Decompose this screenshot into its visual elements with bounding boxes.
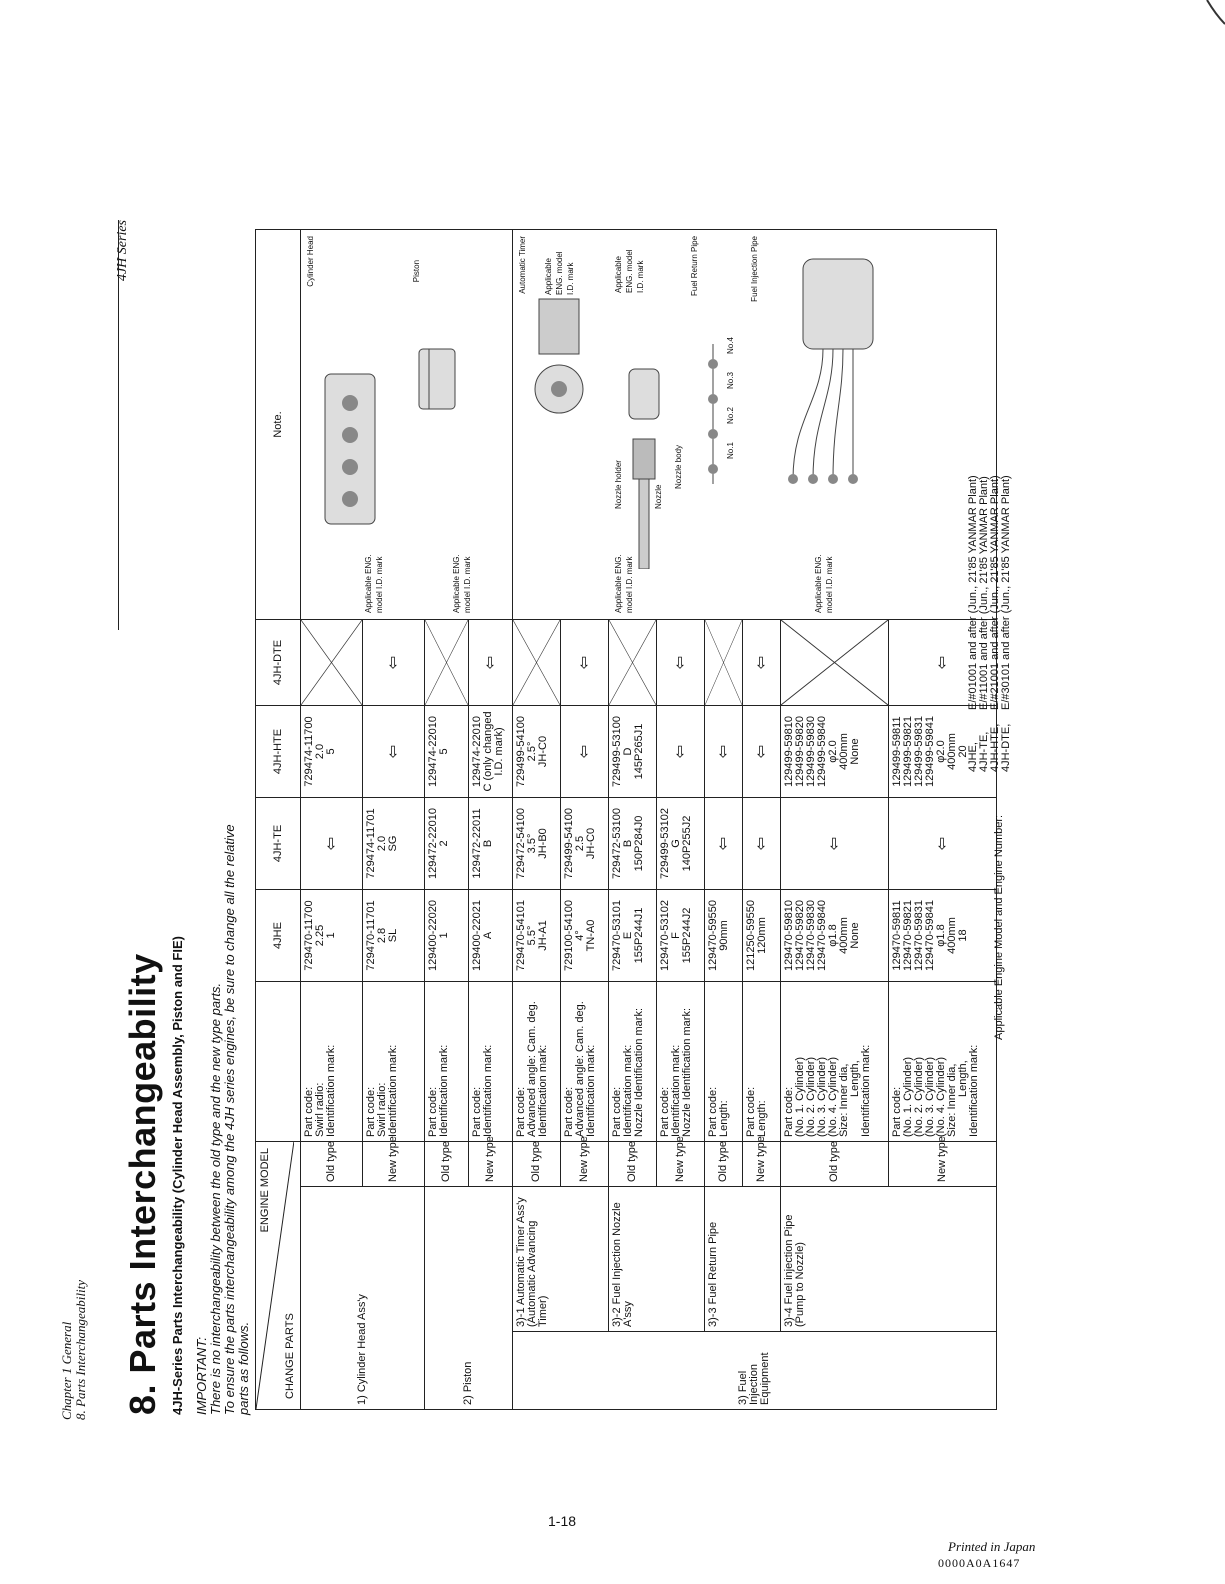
important-line1: There is no interchangeability between the old type and the new type parts. [208, 982, 223, 1415]
group-piston: 2) Piston [425, 1187, 513, 1410]
tim-old-4jhe [513, 889, 561, 981]
pis-old-labels [425, 981, 469, 1141]
value: 129470-59811 [891, 900, 903, 971]
value: 729474-11700 [303, 716, 315, 787]
applicable-number: E/#21001 and after (Jun., 21'85 YANMAR Plant) [989, 475, 1001, 710]
pipe-old-hte [781, 705, 889, 797]
value: 2.5° [526, 741, 538, 762]
tim-new-4jhe [561, 889, 609, 981]
same-arrow-icon: ⇦ [657, 705, 705, 797]
label: (No. 1. Cylinder) [794, 1056, 806, 1137]
auto-timer-caption: Automatic Timer [518, 235, 527, 294]
cyl-new-labels [363, 981, 425, 1141]
engine-model-header: ENGINE MODEL [259, 1147, 271, 1233]
series-label: 4JH Series [115, 220, 130, 282]
same-arrow-icon: ⇦ [469, 619, 513, 705]
same-arrow-icon: ⇦ [705, 705, 743, 797]
value: 145P265J1 [633, 723, 645, 780]
same-arrow-icon: ⇦ [657, 619, 705, 705]
printed-in-japan: Printed in Japan [948, 1539, 1036, 1554]
same-arrow-icon: ⇦ [743, 705, 781, 797]
important-line3: parts as follows. [236, 1321, 251, 1415]
group-nozzle: 3)-2 Fuel Injection Nozzle A'ssy [609, 1187, 705, 1332]
value: JH-B0 [537, 828, 549, 859]
new-type-label: New type [889, 1141, 997, 1186]
auto-timer-illustration [529, 289, 589, 429]
noz-new-4jhe [657, 889, 705, 981]
fuel-injection-caption: Fuel Injection Pipe [750, 235, 759, 302]
pis-old-te [425, 797, 469, 889]
label: Identification mark: [537, 1044, 549, 1137]
cyl-old-labels [301, 981, 363, 1141]
value: 729470-53101 [611, 900, 623, 971]
value: G [670, 839, 682, 848]
value: B [622, 839, 634, 848]
rotated-page [0, 200, 1012, 1420]
value: 129470-59841 [924, 900, 936, 971]
old-type-label: Old type [301, 1141, 363, 1186]
label: Part code: [659, 1086, 671, 1137]
engine-header-4jh-hte: 4JH-HTE [256, 705, 301, 797]
same-arrow-icon: ⇦ [889, 797, 997, 889]
value: 729499-54100 [563, 808, 575, 879]
value: 129472-22011 [471, 808, 483, 879]
value: 129499-59830 [805, 716, 817, 787]
not-applicable-cross [781, 619, 889, 705]
important-note [195, 824, 251, 1415]
no3-label: No.3 [726, 372, 735, 389]
tim-old-hte [513, 705, 561, 797]
noz-old-hte [609, 705, 657, 797]
ret-new-4jhe [743, 889, 781, 981]
label: Part code: [745, 1086, 757, 1137]
value: 2 [438, 840, 450, 847]
pis-old-4jhe [425, 889, 469, 981]
applicable-number: E/#11001 and after (Jun., 21'85 YANMAR Plant) [978, 476, 990, 710]
label: (No. 4. Cylinder) [935, 1056, 947, 1137]
group-return-pipe: 3)-3 Fuel Return Pipe [705, 1187, 781, 1332]
applicable-model: 4JH-HTE, [989, 723, 1001, 772]
value: 129472-22010 [427, 808, 439, 879]
value: E [622, 931, 634, 940]
not-applicable-cross [705, 619, 743, 705]
section-title: 8. Parts Interchangeability [73, 1280, 88, 1420]
same-arrow-icon: ⇦ [781, 797, 889, 889]
note-fuel-equipment [513, 229, 997, 619]
value: 129470-59810 [783, 900, 795, 971]
old-type-label: Old type [781, 1141, 889, 1186]
value: 129499-59831 [913, 716, 925, 787]
tim-new-labels [561, 981, 609, 1141]
label: (No. 3. Cylinder) [816, 1056, 828, 1137]
label: Identification mark: [387, 1044, 399, 1137]
cyl-old-hte [301, 705, 363, 797]
label: Size: Inner dia, [838, 1063, 850, 1137]
noz-new-te [657, 797, 705, 889]
tim-old-labels [513, 981, 561, 1141]
old-type-label: Old type [425, 1141, 469, 1186]
cylinder-head-illustration [315, 369, 385, 529]
group-injection-pipe: 3)-4 Fuel injection Pipe (Pump to Nozzle) [781, 1187, 997, 1332]
value: D [622, 747, 634, 756]
no4-label: No.4 [726, 337, 735, 354]
value: 129499-59820 [794, 716, 806, 787]
value: 129400-22021 [471, 900, 483, 971]
label: Advanced angle: Cam. deg. [526, 1001, 538, 1137]
pipe-old-4jhe [781, 889, 889, 981]
important-heading: IMPORTANT: [194, 1337, 209, 1415]
label: Part code: [303, 1086, 315, 1137]
tim-new-te [561, 797, 609, 889]
piston-caption: Piston [412, 259, 421, 283]
value: 120mm [756, 917, 768, 954]
ret-new-labels [743, 981, 781, 1141]
not-applicable-cross [513, 619, 561, 705]
no1-label: No.1 [726, 442, 735, 459]
label: (No. 2. Cylinder) [805, 1056, 817, 1137]
value: B [482, 839, 494, 848]
engine-header-4jh-te: 4JH-TE [256, 797, 301, 889]
label: Nozzle Identification mark: [681, 1007, 693, 1137]
label: Part code: [427, 1086, 439, 1137]
label: Part code: [611, 1086, 623, 1137]
label: Identification mark: [622, 1044, 634, 1137]
same-arrow-icon: ⇦ [561, 619, 609, 705]
label: Identification mark: [438, 1044, 450, 1137]
cyl-new-te [363, 797, 425, 889]
pis-old-hte [425, 705, 469, 797]
noz-old-labels [609, 981, 657, 1141]
value: JH-C0 [537, 735, 549, 768]
noz-new-labels [657, 981, 705, 1141]
engine-header-4jh-dte: 4JH-DTE [256, 619, 301, 705]
value: 729100-54100 [563, 900, 575, 971]
label: Part code: [783, 1086, 795, 1137]
value: 129470-59831 [913, 900, 925, 971]
value: 729472-54100 [515, 808, 527, 879]
header-diagonal [256, 1141, 301, 1409]
value: 729474-11701 [365, 808, 377, 879]
value: JH-A1 [537, 920, 549, 951]
applicable-caption: Applicable ENG. model I.D. mark [614, 249, 645, 293]
noz-old-4jhe [609, 889, 657, 981]
applicable-models [968, 724, 1012, 772]
value: φ2.0 [935, 740, 947, 763]
pipe-new-labels [889, 981, 997, 1141]
label: Part code: [471, 1086, 483, 1137]
not-applicable-cross [425, 619, 469, 705]
applicable-numbers [968, 475, 1012, 710]
applicable-caption: Applicable ENG. model I.D. mark [814, 554, 834, 613]
document-code: 0000A0A1647 [938, 1556, 1021, 1570]
applicable-label: Applicable Engine Model and Engine Number: [993, 814, 1005, 1040]
label: Part code: [563, 1086, 575, 1137]
value: 129499-59821 [902, 716, 914, 787]
not-applicable-cross [301, 619, 363, 705]
note-header: Note. [256, 229, 301, 619]
value: 400mm [838, 733, 850, 770]
value: φ2.0 [827, 740, 839, 763]
note-cylinder-piston [301, 229, 513, 619]
value: 729499-54100 [515, 716, 527, 787]
value: 729470-11701 [365, 900, 377, 971]
value: 129470-53102 [659, 900, 671, 971]
label: Part code: [891, 1086, 903, 1137]
value: 729470-11700 [303, 900, 315, 971]
same-arrow-icon: ⇦ [561, 705, 609, 797]
label: Length: [718, 1100, 730, 1137]
value: SL [387, 928, 399, 943]
applicable-caption: Applicable ENG. model I.D. mark [614, 554, 634, 613]
value: 129499-59810 [783, 716, 795, 787]
value: 2.5 [574, 835, 586, 852]
nozzle-holder-caption: Nozzle holder [614, 460, 623, 509]
value: 729499-53100 [611, 716, 623, 787]
group-auto-timer: 3)-1 Automatic Timer Ass'y (Automatic Advancing Timer) [513, 1187, 609, 1332]
applicable-model: 4JH-TE, [978, 731, 990, 772]
new-type-label: New type [561, 1141, 609, 1186]
noz-old-te [609, 797, 657, 889]
cyl-old-4jhe [301, 889, 363, 981]
label: Identification mark: [482, 1044, 494, 1137]
value: 2.0 [376, 835, 388, 852]
value: 5 [438, 748, 450, 755]
value: 729472-53100 [611, 808, 623, 879]
pipe-new-4jhe [889, 889, 997, 981]
label: Size: Inner dia, [946, 1063, 958, 1137]
value: 18 [957, 929, 969, 942]
subtitle: 4JH-Series Parts Interchangeability (Cylinder Head Assembly, Piston and FIE) [170, 936, 185, 1415]
value: 129474-22010 [471, 716, 483, 787]
value: F [670, 932, 682, 939]
nozzle-body-caption: Nozzle body [674, 444, 683, 489]
engine-header-4jhe: 4JHE [256, 889, 301, 981]
value: I.D. mark) [493, 727, 505, 776]
tim-old-te [513, 797, 561, 889]
value: 400mm [946, 733, 958, 770]
value: 129470-59840 [816, 900, 828, 971]
applicable-caption: Applicable ENG. model I.D. mark [452, 554, 472, 613]
value: 400mm [946, 917, 958, 954]
value: 400mm [838, 917, 850, 954]
label: Part code: [707, 1086, 719, 1137]
label: Identification mark: [968, 1044, 980, 1137]
label: (No. 4. Cylinder) [827, 1056, 839, 1137]
applicable-number: E/#30101 and after (Jun., 21'85 YANMAR Plant) [1000, 475, 1012, 710]
same-arrow-icon: ⇦ [743, 619, 781, 705]
blank-header [256, 981, 301, 1141]
value: 129470-59830 [805, 900, 817, 971]
same-arrow-icon: ⇦ [363, 619, 425, 705]
label: Part code: [515, 1086, 527, 1137]
value: 2.0 [314, 743, 326, 760]
value: 129470-59821 [902, 900, 914, 971]
value: 150P284J0 [633, 815, 645, 872]
change-parts-header: CHANGE PARTS [284, 1313, 296, 1399]
label: (No. 3. Cylinder) [924, 1056, 936, 1137]
new-type-label: New type [657, 1141, 705, 1186]
new-type-label: New type [363, 1141, 425, 1186]
label: Identification mark: [325, 1044, 337, 1137]
value: 121250-59550 [745, 900, 757, 971]
value: 20 [957, 745, 969, 758]
applicable-caption: Applicable ENG. model I.D. mark [364, 554, 384, 613]
chapter-header [60, 1280, 88, 1420]
page-corner-mark [1205, 0, 1225, 30]
new-type-label: New type [469, 1141, 513, 1186]
pipe-old-labels [781, 981, 889, 1141]
no2-label: No.2 [726, 407, 735, 424]
label: Swirl radio: [376, 1082, 388, 1137]
value: 1 [325, 932, 337, 939]
value: 129400-22020 [427, 900, 439, 971]
value: 5 [325, 748, 337, 755]
applicable-model: 4JHE, [967, 742, 979, 772]
same-arrow-icon: ⇦ [301, 797, 363, 889]
applicable-number: E/#01001 and after (Jun., 21'85 YANMAR Plant) [967, 475, 979, 710]
value: 129499-59840 [816, 716, 828, 787]
old-type-label: Old type [513, 1141, 561, 1186]
value: 155P244J1 [633, 907, 645, 964]
chapter-title: Chapter 1 General [59, 1321, 74, 1420]
old-type-label: Old type [705, 1141, 743, 1186]
group-cylinder-head: 1) Cylinder Head Ass'y [301, 1187, 425, 1410]
label: (No. 2. Cylinder) [913, 1056, 925, 1137]
label: Length: [756, 1100, 768, 1137]
old-type-label: Old type [609, 1141, 657, 1186]
label: Advanced angle: Cam. deg. [574, 1001, 586, 1137]
value: A [482, 931, 494, 940]
same-arrow-icon: ⇦ [363, 705, 425, 797]
value: 2.25 [314, 924, 326, 947]
value: None [849, 922, 861, 949]
value: 140P255J2 [681, 815, 693, 872]
label: (No. 1. Cylinder) [902, 1056, 914, 1137]
value: φ1.8 [935, 924, 947, 947]
label: Identification mark: [585, 1044, 597, 1137]
cyl-new-4jhe [363, 889, 425, 981]
applicable-model: 4JH-DTE, [1000, 723, 1012, 772]
value: 90mm [718, 920, 730, 951]
value: TN-A0 [585, 919, 597, 952]
same-arrow-icon: ⇦ [743, 797, 781, 889]
label: Length, [957, 1060, 969, 1097]
value: C (only changed [482, 711, 494, 792]
ret-old-4jhe [705, 889, 743, 981]
value: JH-C0 [585, 827, 597, 860]
nozzle-caption: Nozzle [654, 484, 663, 509]
page-title: 8. Parts Interchangeability [122, 953, 163, 1415]
label: Identification mark: [670, 1044, 682, 1137]
label: Length, [849, 1060, 861, 1097]
value: 729470-54101 [515, 900, 527, 971]
value: 129470-59550 [707, 900, 719, 971]
value: 2.8 [376, 927, 388, 944]
new-type-label: New type [743, 1141, 781, 1186]
value: 129499-59841 [924, 716, 936, 787]
value: 3.5° [526, 833, 538, 854]
ret-old-labels [705, 981, 743, 1141]
same-arrow-icon: ⇦ [889, 619, 997, 705]
value: 129470-59820 [794, 900, 806, 971]
label: Nozzle Identification mark: [633, 1007, 645, 1137]
piston-illustration [413, 339, 461, 419]
not-applicable-cross [609, 619, 657, 705]
label: Swirl radio: [314, 1082, 326, 1137]
applicable-caption: Applicable ENG. model I.D. mark [544, 251, 575, 295]
value: 5.5° [526, 925, 538, 946]
pis-new-hte [469, 705, 513, 797]
same-arrow-icon: ⇦ [705, 797, 743, 889]
pis-new-4jhe [469, 889, 513, 981]
value: None [849, 738, 861, 765]
label: Identification mark: [860, 1044, 872, 1137]
value: 129474-22010 [427, 716, 439, 787]
nozzle-illustration [625, 349, 665, 569]
fuel-return-illustration [695, 339, 729, 489]
series-rule [118, 220, 119, 630]
value: 1 [438, 932, 450, 939]
label: Part code: [365, 1086, 377, 1137]
group-fuel-injection: 3) Fuel Injection Equipment [513, 1332, 997, 1410]
value: 129499-59811 [891, 716, 903, 787]
important-line2: To ensure the parts interchangeability among the 4JH series engines, be sure to change all the relative [222, 824, 237, 1415]
value: 4° [574, 930, 586, 941]
value: 729499-53102 [659, 808, 671, 879]
page-number: 1-18 [548, 1513, 577, 1529]
value: SG [387, 835, 399, 852]
fuel-injection-illustration [763, 249, 893, 519]
pis-new-labels [469, 981, 513, 1141]
pis-new-te [469, 797, 513, 889]
cylinder-head-caption: Cylinder Head [306, 235, 315, 287]
parts-table [255, 229, 997, 1410]
fuel-return-caption: Fuel Return Pipe [690, 235, 699, 297]
value: φ1.8 [827, 924, 839, 947]
value: 155P244J2 [681, 907, 693, 964]
